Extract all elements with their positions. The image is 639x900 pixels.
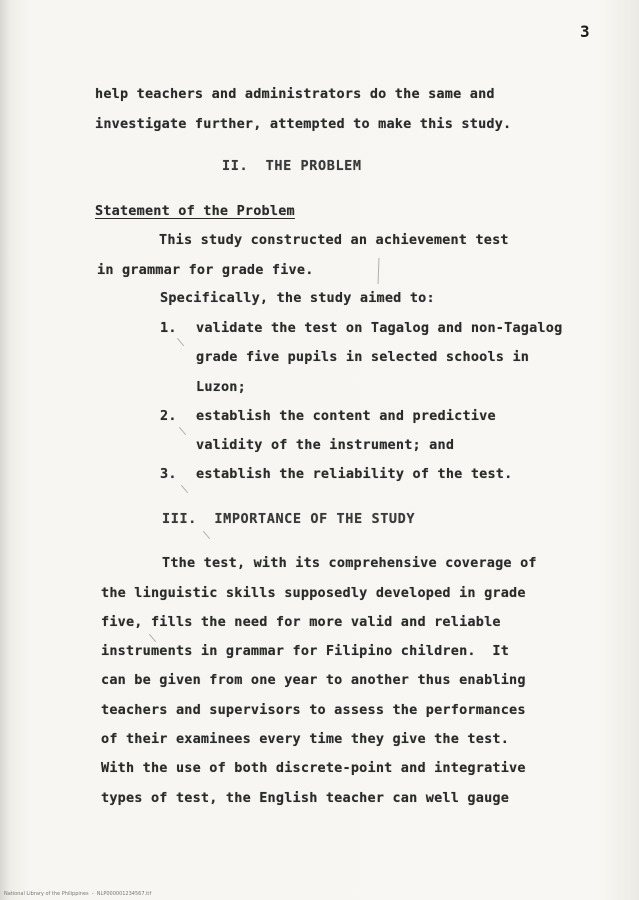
scan-footer: National Library of the Philippines - NLP000001234567.tif — [4, 891, 152, 897]
text-line: instruments in grammar for Filipino children. It — [101, 643, 510, 659]
list-item-text: validate the test on Tagalog and non-Tagalog — [196, 320, 563, 336]
list-item-text: grade five pupils in selected schools in — [196, 349, 530, 365]
text-line: teachers and supervisors to assess the performances — [101, 702, 526, 718]
text-line: can be given from one year to another thus enabling — [101, 672, 526, 688]
text-line: Specifically, the study aimed to: — [160, 290, 435, 306]
list-item-text: Luzon; — [196, 379, 246, 395]
text-line: the linguistic skills supposedly developed in grade — [101, 585, 526, 601]
text-line: investigate further, attempted to make this study. — [95, 116, 512, 132]
list-number-3: 3. — [160, 466, 177, 482]
pen-mark — [203, 531, 210, 539]
page-number: 3 — [580, 22, 590, 41]
list-item-text: validity of the instrument; and — [196, 437, 455, 453]
pen-mark — [149, 634, 156, 642]
text-line: of their examinees every time they give the test. — [101, 731, 510, 747]
list-number-1: 1. — [160, 320, 177, 336]
subheading-statement: Statement of the Problem — [95, 203, 295, 219]
pen-mark — [181, 485, 188, 493]
section-heading-importance: III. IMPORTANCE OF THE STUDY — [162, 511, 416, 527]
pen-mark — [179, 427, 186, 435]
pen-mark — [177, 338, 184, 346]
text-line: This study constructed an achievement test — [159, 232, 509, 248]
text-line: With the use of both discrete-point and integrative — [101, 760, 526, 776]
text-line: help teachers and administrators do the same and — [95, 86, 495, 102]
list-item-text: establish the content and predictive — [196, 408, 496, 424]
pen-mark — [378, 258, 380, 284]
text-line: Tthe test, with its comprehensive coverage of — [162, 555, 537, 571]
text-line: types of test, the English teacher can well gauge — [101, 790, 510, 806]
text-line: five, fills the need for more valid and reliable — [101, 614, 501, 630]
list-item-text: establish the reliability of the test. — [196, 466, 513, 482]
list-number-2: 2. — [160, 408, 177, 424]
text-line: in grammar for grade five. — [97, 262, 314, 278]
section-heading-problem: II. THE PROBLEM — [222, 158, 362, 174]
